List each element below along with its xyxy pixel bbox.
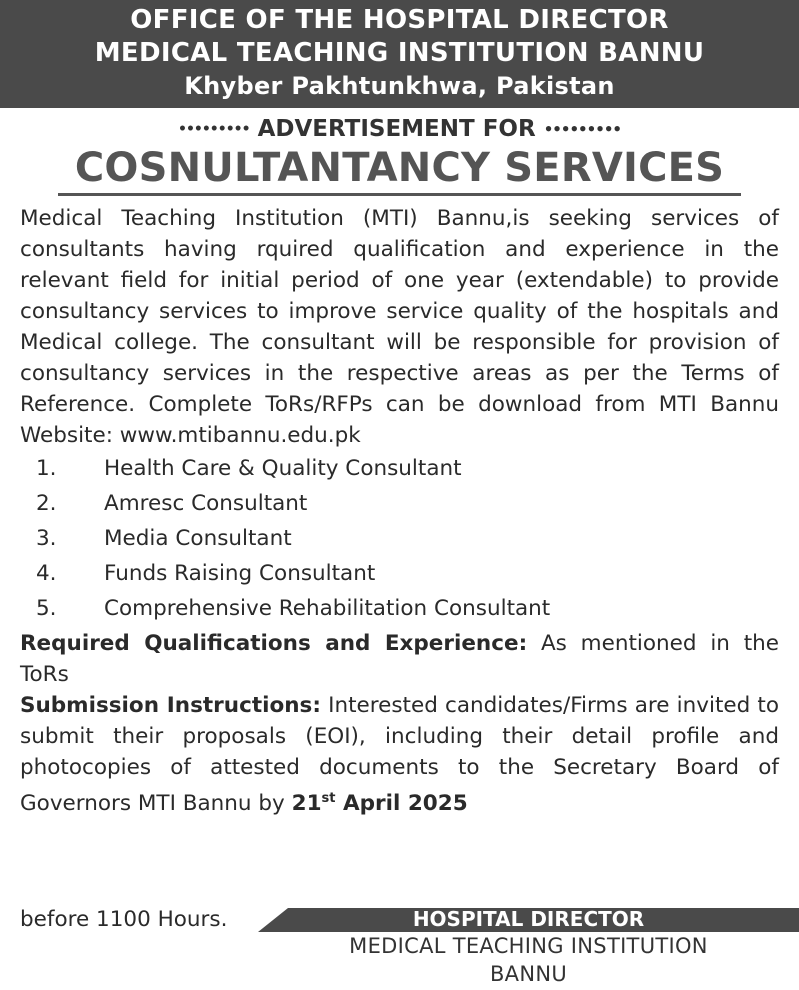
list-item: [20, 556, 779, 591]
qualifications-paragraph: [20, 628, 779, 690]
institution-title: MEDICAL TEACHING INSTITUTION BANNU: [94, 38, 705, 68]
list-item-label: Amresc Consultant: [104, 490, 308, 516]
qualifications-text: As mentioned in the ToRs: [20, 630, 779, 687]
list-item-label: Funds Raising Consultant: [104, 560, 376, 586]
list-item-label: Health Care & Quality Consultant: [104, 455, 462, 481]
submission-text: Interested candidates/Firms are invited to submit their proposals (EOI), including their detail profile and photocopies of attested documents to the Secretary Board of Governors MTI Bannu by: [20, 692, 780, 816]
province-line: Khyber Pakhtunkhwa, Pakistan: [184, 72, 615, 100]
list-item: [20, 486, 779, 521]
dots-right-icon: •••••••••: [543, 120, 621, 139]
list-item-number: 5.: [36, 595, 57, 621]
list-item-number: 1.: [36, 455, 57, 481]
list-item: [20, 591, 779, 626]
closing-line: before 1100 Hours.: [20, 907, 228, 932]
dots-left-icon: •••••••••: [178, 121, 250, 138]
intro-paragraph: Medical Teaching Institution (MTI) Bannu,is seeking services of consultants having rquired qualification and experience in the relevant field for initial period of one year (extendable) to provide consultancy services to improve service quality of the hospitals and Medical college. The consultant will be responsible for provision of consultancy services in the respective areas as per the Terms of Reference. Complete ToRs/RFPs can be download from MTI Bannu Website: www.mtibannu.edu.pk: [20, 205, 779, 448]
qualifications-heading: Required Qualifications and Experience:: [20, 630, 528, 656]
list-item-label: Media Consultant: [104, 525, 292, 551]
submission-heading: Submission Instructions:: [20, 692, 321, 718]
deadline-month-year: April 2025: [342, 790, 468, 816]
ad-title: COSNULTANTANCY SERVICES: [58, 145, 741, 196]
signatory-institution: MEDICAL TEACHING INSTITUTION: [349, 934, 708, 958]
list-item-number: 2.: [36, 490, 57, 516]
office-title: OFFICE OF THE HOSPITAL DIRECTOR: [130, 5, 669, 35]
deadline-suffix: st: [321, 790, 336, 806]
list-item-number: 4.: [36, 560, 57, 586]
list-item-label: Comprehensive Rehabilitation Consultant: [104, 595, 551, 621]
advertisement-label-line: [0, 114, 799, 145]
advert-body: [0, 203, 799, 819]
list-item-number: 3.: [36, 525, 57, 551]
deadline-day: 21: [291, 790, 322, 816]
header-banner: [0, 0, 799, 108]
deadline-date: [292, 791, 468, 816]
consultant-list: [20, 451, 779, 626]
list-item: [20, 521, 779, 556]
advertisement-label: ADVERTISEMENT FOR: [257, 116, 536, 142]
list-item: [20, 451, 779, 486]
signatory-title: HOSPITAL DIRECTOR: [412, 907, 645, 931]
signatory-city: BANNU: [489, 962, 568, 986]
submission-paragraph: [20, 690, 779, 819]
